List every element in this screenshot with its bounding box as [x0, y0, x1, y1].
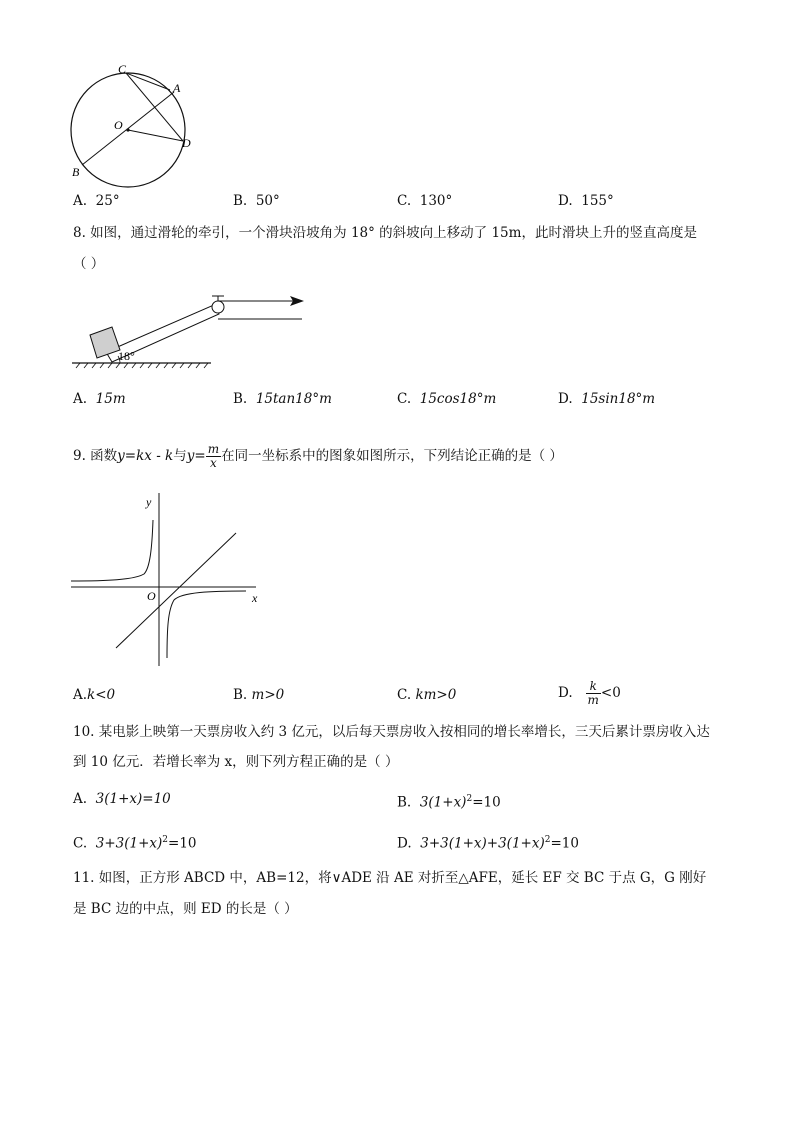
q7-option-c[interactable]: C. 130° — [397, 193, 453, 209]
q9-option-a[interactable]: A.k<0 — [73, 687, 116, 703]
q8-option-d[interactable]: D. 15sin18°m — [558, 391, 656, 407]
q9-option-c[interactable]: C. km>0 — [397, 687, 457, 703]
label-o: O — [147, 589, 156, 603]
q9-option-b[interactable]: B. m>0 — [233, 687, 285, 703]
q8-stem-line1: 8. 如图，通过滑轮的牵引，一个滑块沿坡角为 18° 的斜坡向上移动了 15m，此时滑块上升的竖直高度是 — [73, 225, 697, 241]
q8-option-c[interactable]: C. 15cos18°m — [397, 391, 497, 407]
q8-option-a[interactable]: A. 15m — [73, 391, 126, 407]
q10-option-a[interactable]: A. 3(1+x)=10 — [73, 791, 171, 807]
pulley-wheel — [212, 301, 224, 313]
q9-fraction-k-over-m: $\frac{k}{m}$ — [587, 679, 599, 707]
q10-stem-line2: 到 10 亿元．若增长率为 x，则下列方程正确的是（ ） — [73, 754, 399, 770]
q7-option-d[interactable]: D. 155° — [558, 193, 614, 209]
label-x: x — [252, 591, 258, 605]
q11-stem-line1: 11. 如图，正方形 ABCD 中，AB=12，将∨ADE 沿 AE 对折至△AFE，延长 EF 交 BC 于点 G，G 刚好 — [73, 870, 707, 886]
q8-slope-figure — [68, 290, 318, 375]
hyperbola-right-branch — [167, 591, 246, 658]
q9-stem: 9. 函数y=kx - k与y= $\frac{m}{x}$ 在同一坐标系中的图象如图所示，下列结论正确的是（ ） — [73, 442, 563, 470]
hyperbola-left-branch — [71, 520, 153, 581]
line-graph — [116, 533, 236, 648]
q7-circle-figure — [60, 58, 210, 188]
label-y: y — [146, 495, 152, 509]
q11-stem-line2: 是 BC 边的中点，则 ED 的长是（ ） — [73, 901, 298, 917]
center-point — [126, 128, 129, 131]
label-o: O — [114, 118, 123, 132]
ground-hatch — [76, 363, 208, 368]
q7-option-a[interactable]: A. 25° — [73, 193, 120, 209]
label-d: D — [182, 136, 191, 150]
q8-option-b[interactable]: B. 15tan18°m — [233, 391, 332, 407]
q8-stem-line2: （ ） — [73, 256, 105, 272]
label-c: C — [118, 62, 127, 76]
angle-label: 18° — [118, 349, 135, 363]
q10-option-b[interactable]: B. $3(1+x)^2=10$ — [397, 794, 501, 811]
q10-stem-line1: 10. 某电影上映第一天票房收入约 3 亿元，以后每天票房收入按相同的增长率增长，三天后累计票房收入达 — [73, 724, 710, 740]
label-b: B — [72, 165, 80, 179]
label-a: A — [173, 81, 181, 95]
q9-graph-figure — [66, 488, 266, 673]
q9-fraction-m-over-x: $\frac{m}{x}$ — [207, 442, 220, 470]
q7-option-b[interactable]: B. 50° — [233, 193, 280, 209]
q9-option-d[interactable]: D. $\frac{k}{m}$ <0 — [558, 679, 621, 707]
q10-option-d[interactable]: D. $3+3(1+x)+3(1+x)^2=10$ — [397, 835, 579, 852]
q10-option-c[interactable]: C. $3+3(1+x)^2=10$ — [73, 835, 197, 852]
